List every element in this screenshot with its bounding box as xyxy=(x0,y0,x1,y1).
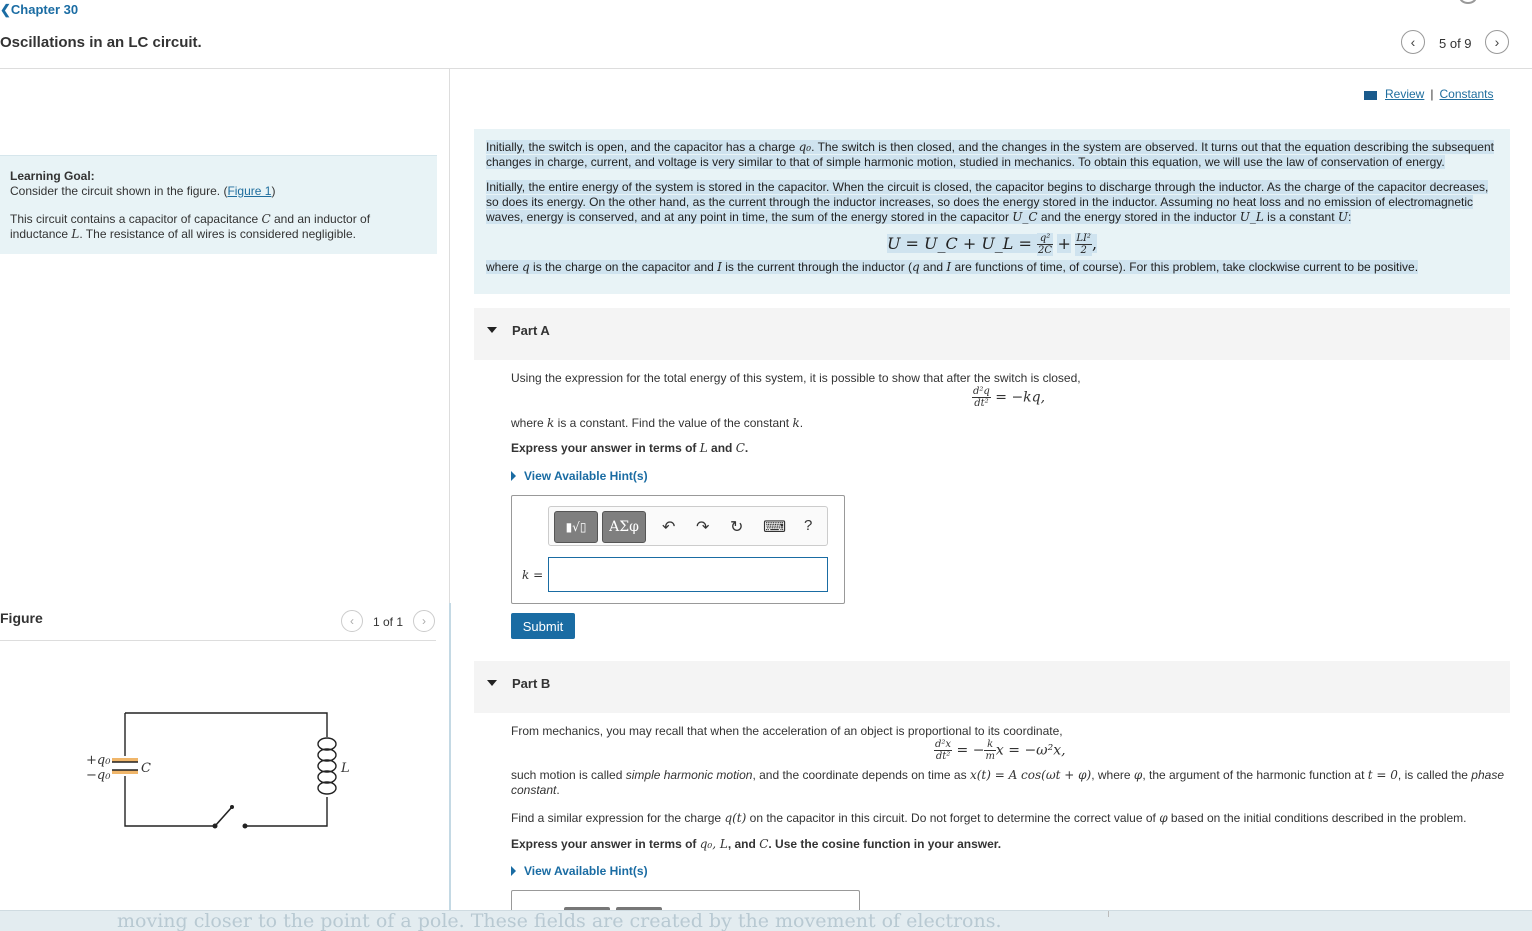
eq-frac-li2-2 xyxy=(1075,233,1092,256)
text: k = xyxy=(522,568,544,582)
math-UL: U_L xyxy=(1239,210,1264,224)
reset-icon[interactable]: ↻ xyxy=(730,519,744,536)
templates-button[interactable]: ▮√▯ xyxy=(554,511,598,543)
text: , where xyxy=(1091,768,1134,782)
eq-frac-k-m xyxy=(984,739,995,762)
math-x-of-t: x(t) = A cos(ωt + φ) xyxy=(969,768,1092,782)
keyboard-icon[interactable]: ⌨ xyxy=(763,519,787,536)
text: Initially, the entire energy of the system is stored in the capacitor. When the circuit is closed, the capacitor begins to discharge through the inductor. As the charge of the capacitor decreases, so does its energy. On the other hand, as the current through the inductor increases, so does the energy stored in the inductor. Assuming no heat loss and no emission of electromagnetic waves, energy is conserved, and at any point in time, the sum of the energy stored in the capacitor xyxy=(486,180,1489,224)
math-L: L xyxy=(71,227,80,241)
frac-num: LI² xyxy=(1076,233,1091,245)
intro-paragraph-2 xyxy=(486,180,1498,225)
part-b-text-2 xyxy=(511,768,1516,798)
switch xyxy=(213,805,248,829)
header-divider xyxy=(0,68,1532,69)
learning-goal-title: Learning Goal: xyxy=(10,169,95,183)
part-b-equation xyxy=(934,739,1066,762)
text: Find a similar expression for the charge xyxy=(511,811,725,825)
text: such motion is called xyxy=(511,768,626,782)
text: . xyxy=(799,416,804,430)
bottom-overlay-strip xyxy=(0,910,1532,931)
label-minus-q0: −q₀ xyxy=(86,768,111,783)
label-capacitor: C xyxy=(141,761,151,776)
chevron-left-icon: ‹ xyxy=(1410,34,1416,50)
circuit-wires xyxy=(125,713,327,826)
k-label xyxy=(522,568,543,582)
text: and xyxy=(707,441,736,455)
part-a-text-2 xyxy=(511,416,803,431)
frac-num: d²q xyxy=(973,386,990,397)
part-b-hint-toggle[interactable] xyxy=(511,864,648,878)
eq-rhs: x = −ω²x, xyxy=(995,742,1066,759)
frac-den: dt² xyxy=(935,751,951,762)
math-I: I xyxy=(946,260,952,275)
eq-mid: = − xyxy=(952,742,985,759)
text: Express your answer in terms of xyxy=(511,441,700,455)
figure-prev-button[interactable] xyxy=(341,610,363,632)
text: . The resistance of all wires is considered negligible. xyxy=(79,227,356,241)
text-italic: constant xyxy=(511,783,557,797)
math-q0: q₀ xyxy=(798,140,812,154)
figure-next-button[interactable] xyxy=(413,610,435,632)
text: where xyxy=(511,416,548,430)
text: on the capacitor in this circuit. Do not forget to determine the correct value of xyxy=(746,811,1160,825)
math-C: C xyxy=(759,837,769,851)
help-icon[interactable]: ? xyxy=(804,517,813,534)
intro-paragraph-3 xyxy=(486,260,1498,275)
part-a-answer-box xyxy=(511,495,845,604)
math-phi: φ xyxy=(1133,768,1143,782)
separator: | xyxy=(1430,87,1434,101)
text: , the argument of the harmonic function at xyxy=(1142,768,1368,782)
part-a-equation xyxy=(972,386,1045,409)
text: . The switch is then closed, and the changes in the system are observed. It turns out that the equation describing the subsequent changes in charge, current, and voltage is very similar to that of simple harmonic motion, studied in mechanics. To obtain this equation, we will use the law of conservation of energy. xyxy=(486,140,1494,169)
submit-button[interactable]: Submit xyxy=(511,613,575,639)
text: , and xyxy=(727,837,760,851)
math-L: L xyxy=(699,441,708,455)
frac-den: dt² xyxy=(974,398,989,409)
intro-box xyxy=(474,129,1510,294)
part-b-label: Part B xyxy=(512,676,551,691)
part-a-instruction xyxy=(511,441,748,456)
redo-icon[interactable]: ↷ xyxy=(696,519,710,536)
text: Consider the circuit shown in the figure. ( xyxy=(10,184,228,198)
frac-den: m xyxy=(985,751,995,762)
math-q: q xyxy=(522,260,530,275)
math-k: k xyxy=(547,416,555,430)
page-title: Oscillations in an LC circuit. xyxy=(0,34,202,51)
eq-lhs: U = U_C + U_L = xyxy=(886,234,1038,253)
text: Initially, the switch is open, and the capacitor has a charge xyxy=(486,140,799,154)
hint-label: View Available Hint(s) xyxy=(524,469,648,483)
hint-label: View Available Hint(s) xyxy=(524,864,648,878)
text: This circuit contains a capacitor of capacitance xyxy=(10,212,262,226)
label-plus-q0: +q₀ xyxy=(86,753,111,768)
math-UC: U_C xyxy=(1012,210,1038,224)
review-links xyxy=(1364,87,1494,101)
label-inductor: L xyxy=(341,761,350,776)
text: , is called the xyxy=(1397,768,1472,782)
k-answer-input[interactable] xyxy=(548,557,828,592)
constants-link[interactable]: Constants xyxy=(1439,87,1494,101)
prev-page-button[interactable] xyxy=(1401,30,1425,54)
learning-goal-line2 xyxy=(10,212,427,242)
text: and xyxy=(919,260,947,275)
math-q: q xyxy=(912,260,920,275)
chapter-link[interactable]: ❮Chapter 30 xyxy=(0,2,79,17)
text: is a constant xyxy=(1263,210,1338,224)
energy-equation xyxy=(486,233,1498,256)
part-b-instruction xyxy=(511,837,1001,852)
figure-divider xyxy=(0,640,436,641)
book-icon xyxy=(1364,91,1377,100)
text: . Use the cosine function in your answer. xyxy=(768,837,1002,851)
eq-frac-d2x-dt2 xyxy=(934,739,952,762)
math-U: U xyxy=(1337,210,1348,224)
divider-tick xyxy=(1108,911,1109,917)
text: , and the coordinate depends on time as xyxy=(752,768,970,782)
eq-end: , xyxy=(1091,234,1098,253)
text: and an inductor of inductance xyxy=(10,212,371,241)
figure-title: Figure xyxy=(0,610,43,626)
frac-den: 2 xyxy=(1080,245,1087,257)
text: where xyxy=(486,260,523,275)
figure-link[interactable]: Figure 1 xyxy=(227,184,272,198)
intro-paragraph-1 xyxy=(486,140,1498,170)
text: ) xyxy=(271,184,276,198)
part-b-text-1: From mechanics, you may recall that when the acceleration of an object is proportional to its coordinate, xyxy=(511,724,1063,738)
help-icon[interactable] xyxy=(1459,0,1477,4)
frac-num: k xyxy=(984,739,995,751)
frac-den: 2C xyxy=(1038,245,1053,257)
math-vars: q₀, L xyxy=(699,837,728,851)
text: : xyxy=(1348,210,1352,224)
pane-resize-handle[interactable] xyxy=(449,603,451,914)
chevron-right-icon: › xyxy=(1494,34,1500,50)
part-b-header[interactable] xyxy=(474,661,1510,713)
math-C: C xyxy=(261,212,271,226)
chevron-left-icon: ‹ xyxy=(350,614,354,628)
expand-triangle-icon xyxy=(511,471,516,481)
text: Express your answer in terms of xyxy=(511,837,700,851)
symbols-button[interactable]: ΑΣφ xyxy=(602,511,646,543)
part-a-header[interactable] xyxy=(474,308,1510,360)
part-a-text-1: Using the expression for the total energy of this system, it is possible to show that after the switch is closed, xyxy=(511,371,1081,385)
frac-num: d²x xyxy=(935,739,952,750)
frac-num: q² xyxy=(1037,233,1053,245)
collapse-triangle-icon xyxy=(487,680,497,686)
undo-icon[interactable]: ↶ xyxy=(662,519,676,536)
part-b-text-3 xyxy=(511,811,1466,826)
text-italic: phase xyxy=(1471,768,1504,782)
text: is a constant. Find the value of the constant xyxy=(554,416,793,430)
overlay-text: moving closer to the point of a pole. These fields are created by the movement of electrons. xyxy=(117,910,1002,931)
eq-frac-d2q-dt2 xyxy=(972,386,991,409)
chevron-right-icon: › xyxy=(422,614,426,628)
figure-count: 1 of 1 xyxy=(373,615,404,629)
math-I: I xyxy=(717,260,722,275)
expand-triangle-icon xyxy=(511,866,516,876)
eq-rhs: = −kq, xyxy=(990,389,1046,406)
text: is the charge on the capacitor and xyxy=(529,260,718,275)
part-a-label: Part A xyxy=(512,323,550,338)
learning-goal-line1 xyxy=(10,184,427,199)
eq-plus: + xyxy=(1057,234,1071,253)
collapse-triangle-icon xyxy=(487,327,497,333)
lc-circuit-diagram xyxy=(80,700,370,840)
inductor-coil xyxy=(318,738,336,794)
math-t0: t = 0 xyxy=(1367,768,1398,782)
review-link[interactable]: Review xyxy=(1385,87,1425,101)
text: . xyxy=(556,783,560,797)
next-page-button[interactable] xyxy=(1485,30,1509,54)
math-toolbar xyxy=(548,506,828,546)
math-k: k xyxy=(792,416,800,430)
math-C: C xyxy=(735,441,745,455)
math-phi: φ xyxy=(1159,811,1168,825)
text: . xyxy=(744,441,749,455)
learning-goal-box xyxy=(0,155,437,254)
eq-frac-q2-2c xyxy=(1037,233,1053,256)
part-a-hint-toggle[interactable] xyxy=(511,469,648,483)
text-italic: simple harmonic motion xyxy=(625,768,753,782)
text: based on the initial conditions described in the problem. xyxy=(1167,811,1467,825)
page-count: 5 of 9 xyxy=(1439,36,1472,51)
text: are functions of time, of course). For this problem, take clockwise current to be positive. xyxy=(951,260,1419,275)
math-q-of-t: q(t) xyxy=(724,811,747,825)
text: and the energy stored in the inductor xyxy=(1037,210,1240,224)
text: is the current through the inductor ( xyxy=(721,260,913,275)
